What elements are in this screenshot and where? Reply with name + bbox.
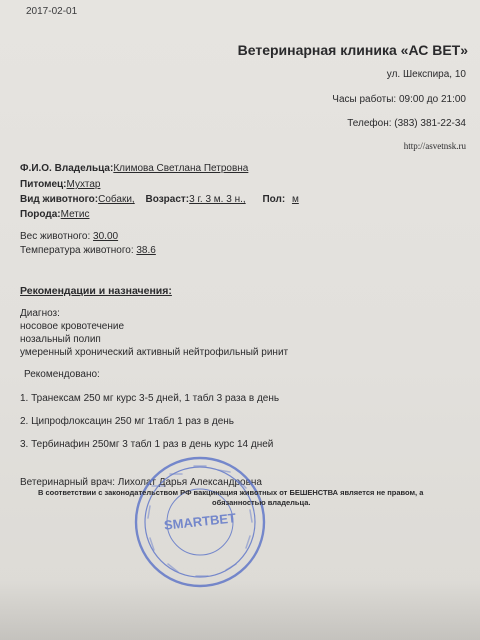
- owner-row: [20, 163, 248, 174]
- diagnosis-item: носовое кровотечение: [20, 321, 125, 332]
- diagnosis-item: умеренный хронический активный нейтрофильный ринит: [20, 347, 289, 358]
- temperature-value: 38.6: [136, 245, 156, 256]
- recommended-label: Рекомендовано:: [24, 369, 100, 380]
- clinic-stamp: [130, 452, 270, 592]
- photo-shadow: [0, 580, 480, 640]
- clinic-phone: Телефон: (383) 381-22-34: [347, 118, 466, 129]
- weight-label: Вес животного:: [20, 231, 91, 242]
- vet-label: Ветеринарный врач:: [20, 477, 115, 488]
- temperature-row: [20, 245, 156, 256]
- age-label: Возраст:: [145, 194, 190, 205]
- owner-value: Климова Светлана Петровна: [113, 163, 249, 174]
- svg-text:SMARTВЕТ: SMARTВЕТ: [163, 510, 237, 533]
- diagnosis-label: Диагноз:: [20, 308, 60, 319]
- owner-label: Ф.И.О. Владельца:: [20, 163, 114, 174]
- pet-value: Мухтар: [66, 179, 101, 190]
- sex-label: Пол:: [262, 194, 286, 205]
- recommendations-heading: Рекомендации и назначения:: [20, 285, 172, 297]
- temperature-label: Температура животного:: [20, 245, 134, 256]
- prescription-item: 2. Ципрофлоксацин 250 мг 1табл 1 раз в день: [20, 416, 234, 427]
- rabies-notice-line1: В соответствии с законодательством РФ вакцинация животных от БЕШЕНСТВА является не правом, а: [38, 488, 424, 497]
- weight-row: [20, 231, 118, 242]
- vet-name: Лихолат Дарья Александровна: [117, 477, 262, 488]
- age-value: 3 г. 3 м. 3 н.,: [189, 194, 246, 205]
- breed-value: Метис: [60, 209, 90, 220]
- breed-row: [20, 209, 89, 220]
- species-label: Вид животного:: [20, 194, 99, 205]
- rabies-notice-line2: обязанностью владельца.: [212, 498, 311, 507]
- sex-value: м: [291, 194, 299, 205]
- clinic-name: Ветеринарная клиника «АС ВЕТ»: [237, 42, 468, 58]
- breed-label: Порода:: [20, 209, 61, 220]
- species-value: Собаки,: [98, 194, 135, 205]
- diagnosis-item: нозальный полип: [20, 334, 101, 345]
- pet-label: Питомец:: [20, 179, 67, 190]
- prescription-item: 3. Тербинафин 250мг 3 табл 1 раз в день курс 14 дней: [20, 439, 274, 450]
- prescription-item: 1. Транексам 250 мг курс 3-5 дней, 1 табл 3 раза в день: [20, 393, 280, 404]
- weight-value: 30.00: [93, 231, 119, 242]
- clinic-address: ул. Шекспира, 10: [386, 69, 466, 80]
- pet-row: [20, 179, 100, 190]
- document-date: 2017-02-01: [26, 6, 78, 17]
- clinic-website: http://asvetnsk.ru: [403, 141, 466, 151]
- species-row: [20, 194, 299, 205]
- clinic-hours: Часы работы: 09:00 до 21:00: [332, 94, 466, 105]
